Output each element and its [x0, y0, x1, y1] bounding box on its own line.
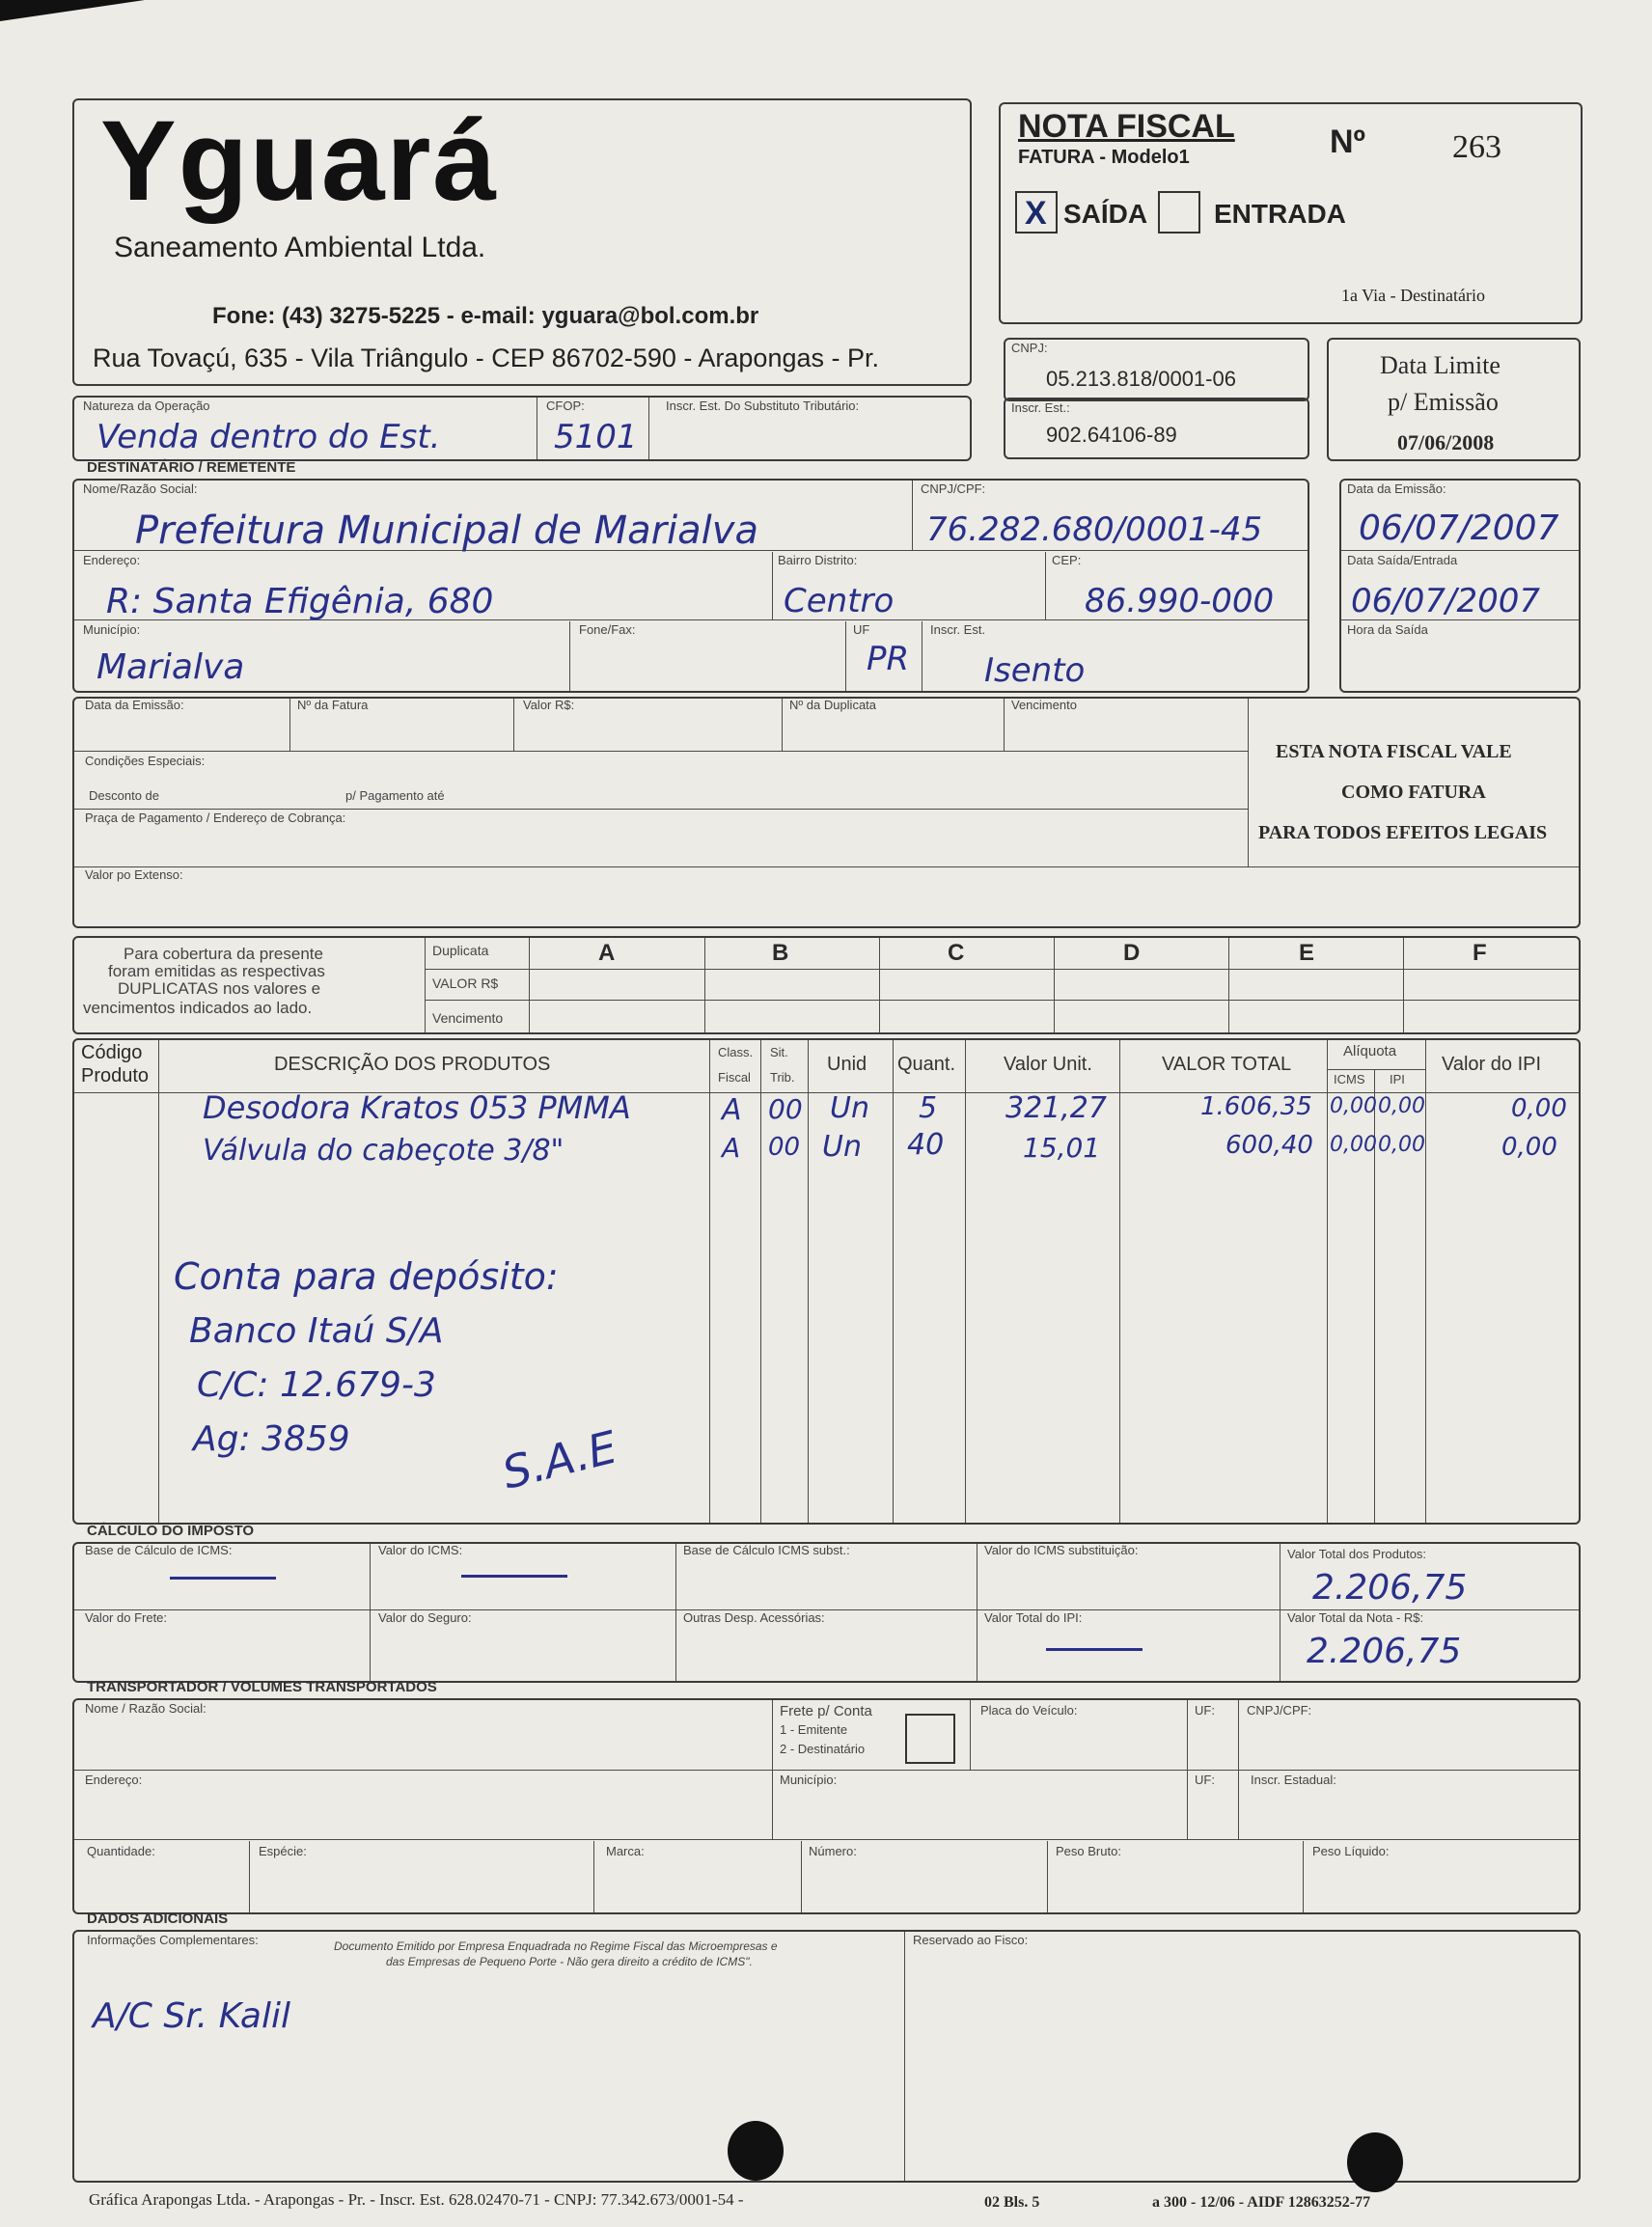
nf-number: 263 — [1452, 129, 1501, 165]
dest-insc-value: Isento — [984, 651, 1086, 690]
ad-info-text-1: Documento Emitido por Empresa Enquadrada no Regime Fiscal das Microempresas e — [334, 1939, 778, 1953]
dest-cnpj-value: 76.282.680/0001-45 — [926, 510, 1263, 549]
imp-seguro-label: Valor do Seguro: — [378, 1610, 472, 1625]
bank-note-line4: Ag: 3859 — [193, 1419, 350, 1459]
data-limite-value: 07/06/2008 — [1397, 430, 1495, 454]
imp-base-icms-label: Base de Cálculo de ICMS: — [85, 1543, 233, 1557]
destinatario-section: DESTINATÁRIO / REMETENTE — [87, 459, 296, 476]
footer-aidf: a 300 - 12/06 - AIDF 12863252-77 — [1152, 2194, 1371, 2211]
item-2-descricao: Válvula do cabeçote 3/8" — [203, 1134, 564, 1168]
col-codigo-1: Código — [81, 1042, 143, 1063]
dest-nome-label: Nome/Razão Social: — [83, 481, 198, 496]
bank-note-line2: Banco Itaú S/A — [189, 1311, 444, 1351]
dup-text-1: Para cobertura da presente — [124, 945, 323, 963]
fatura-notice-line3: PARA TODOS EFEITOS LEGAIS — [1258, 822, 1548, 843]
footer-blocks: 02 Bls. 5 — [984, 2194, 1040, 2211]
adicionais-section: DADOS ADICIONAIS — [87, 1911, 229, 1927]
dup-row-valor: VALOR R$ — [432, 976, 499, 991]
col-sit-1: Sit. — [770, 1045, 788, 1059]
corner-mark — [0, 0, 145, 21]
entrada-label: ENTRADA — [1214, 199, 1346, 229]
dup-row-duplicata: Duplicata — [432, 943, 489, 958]
punch-hole-right — [1347, 2132, 1403, 2192]
fatura-notice-line1: ESTA NOTA FISCAL VALE — [1276, 741, 1512, 762]
fat-data-emissao-label: Data da Emissão: — [85, 698, 184, 712]
item-1-icms: 0,00 — [1330, 1094, 1377, 1118]
company-subtitle: Saneamento Ambiental Ltda. — [114, 232, 486, 263]
dest-data-saida-value: 06/07/2007 — [1351, 582, 1540, 620]
imp-total-produtos-value: 2.206,75 — [1312, 1568, 1468, 1608]
tr-endereco-label: Endereço: — [85, 1773, 143, 1787]
dash-mark-2 — [461, 1575, 567, 1578]
item-2-quant: 40 — [907, 1128, 945, 1162]
item-2-class: A — [722, 1132, 741, 1164]
col-unid: Unid — [827, 1054, 867, 1075]
dup-col-a: A — [598, 940, 616, 966]
dup-text-3: DUPLICATAS nos valores e — [118, 979, 321, 998]
col-aliquota: Alíquota — [1343, 1043, 1397, 1059]
saida-check-mark: X — [1025, 195, 1047, 232]
bank-note-line1: Conta para depósito: — [174, 1255, 559, 1298]
item-1-valor-unit: 321,27 — [1005, 1091, 1107, 1125]
dash-mark-3 — [1046, 1648, 1143, 1651]
dest-uf-value: PR — [867, 640, 910, 678]
dup-row-vencimento: Vencimento — [432, 1010, 504, 1026]
imp-total-produtos-label: Valor Total dos Produtos: — [1287, 1547, 1427, 1561]
tr-cnpj-label: CNPJ/CPF: — [1247, 1703, 1312, 1718]
nf-subtitle: FATURA - Modelo1 — [1018, 147, 1190, 168]
dest-insc-label: Inscr. Est. — [930, 622, 986, 637]
dest-cnpj-label: CNPJ/CPF: — [921, 481, 986, 496]
item-2-valor-ipi: 0,00 — [1501, 1133, 1557, 1162]
item-2-valor-unit: 15,01 — [1023, 1132, 1101, 1164]
insc-value: 902.64106-89 — [1046, 423, 1177, 447]
tr-marca-label: Marca: — [606, 1844, 645, 1858]
fat-extenso-label: Valor po Extenso: — [85, 867, 183, 882]
entrada-checkbox[interactable] — [1158, 191, 1200, 234]
imp-base-subst-label: Base de Cálculo ICMS subst.: — [683, 1543, 850, 1557]
item-2-icms: 0,00 — [1330, 1133, 1377, 1157]
imposto-section: CÁLCULO DO IMPOSTO — [87, 1523, 255, 1539]
tr-frete-opt1: 1 - Emitente — [780, 1722, 848, 1737]
data-limite-line2: p/ Emissão — [1388, 388, 1499, 416]
item-2-valor-total: 600,40 — [1225, 1131, 1313, 1160]
dest-endereco-label: Endereço: — [83, 553, 141, 567]
data-limite-line1: Data Limite — [1380, 351, 1501, 379]
tr-uf2-label: UF: — [1195, 1773, 1215, 1787]
dup-col-f: F — [1473, 940, 1487, 966]
col-valor-ipi: Valor do IPI — [1442, 1054, 1542, 1075]
tr-frete-opt2: 2 - Destinatário — [780, 1742, 866, 1756]
natureza-value: Venda dentro do Est. — [96, 418, 441, 456]
ad-info-text-2: das Empresas de Pequeno Porte - Não gera direito a crédito de ICMS". — [386, 1955, 753, 1968]
ad-info-label: Informações Complementares: — [87, 1933, 259, 1947]
col-descricao: DESCRIÇÃO DOS PRODUTOS — [274, 1054, 551, 1075]
item-2-unid: Un — [822, 1130, 862, 1164]
initials: S.A.E — [497, 1420, 622, 1499]
item-1-quant: 5 — [919, 1091, 938, 1125]
col-valor-unit: Valor Unit. — [1004, 1054, 1092, 1075]
dest-uf-label: UF — [853, 622, 870, 637]
dest-endereco-value: R: Santa Efigênia, 680 — [106, 582, 494, 621]
tr-uf-label: UF: — [1195, 1703, 1215, 1718]
item-1-valor-total: 1.606,35 — [1200, 1092, 1312, 1121]
tr-placa-label: Placa do Veículo: — [980, 1703, 1078, 1718]
imp-total-nota-label: Valor Total da Nota - R$: — [1287, 1610, 1424, 1625]
fat-pagamento-label: p/ Pagamento até — [345, 788, 445, 803]
fat-num-fatura-label: Nº da Fatura — [297, 698, 369, 712]
tr-peso-liquido-label: Peso Líquido: — [1312, 1844, 1390, 1858]
dest-bairro-value: Centro — [784, 582, 895, 620]
footer-printer: Gráfica Arapongas Ltda. - Arapongas - Pr. - Inscr. Est. 628.02470-71 - CNPJ: 77.342.673/0001-54 - — [89, 2190, 744, 2209]
natureza-label: Natureza da Operação — [83, 399, 210, 413]
punch-hole-left — [728, 2121, 784, 2181]
fat-valor-label: Valor R$: — [523, 698, 575, 712]
cfop-value: 5101 — [554, 418, 638, 456]
dest-data-emissao-value: 06/07/2007 — [1359, 509, 1559, 548]
tr-peso-bruto-label: Peso Bruto: — [1056, 1844, 1121, 1858]
imp-valor-subst-label: Valor do ICMS substituição: — [984, 1543, 1139, 1557]
col-class-2: Fiscal — [718, 1070, 751, 1085]
dest-data-saida-label: Data Saída/Entrada — [1347, 553, 1458, 567]
tr-numero-label: Número: — [809, 1844, 857, 1858]
ad-fisco-label: Reservado ao Fisco: — [913, 1933, 1029, 1947]
item-1-descricao: Desodora Kratos 053 PMMA — [203, 1089, 631, 1126]
cnpj-value: 05.213.818/0001-06 — [1046, 367, 1236, 391]
col-sit-2: Trib. — [770, 1070, 795, 1085]
item-1-ipi: 0,00 — [1378, 1094, 1425, 1118]
fat-condicoes-label: Condições Especiais: — [85, 754, 206, 768]
nf-number-label: Nº — [1330, 124, 1365, 160]
fat-praca-label: Praça de Pagamento / Endereço de Cobrança: — [85, 811, 346, 825]
fat-desconto-label: Desconto de — [89, 788, 159, 803]
company-address: Rua Tovaçú, 635 - Vila Triângulo - CEP 86702-590 - Arapongas - Pr. — [93, 344, 879, 372]
dup-text-2: foram emitidas as respectivas — [108, 962, 325, 980]
dest-hora-label: Hora da Saída — [1347, 622, 1428, 637]
subst-label: Inscr. Est. Do Substituto Tributário: — [666, 399, 860, 413]
col-icms: ICMS — [1334, 1072, 1365, 1086]
dash-mark-1 — [170, 1577, 276, 1580]
dest-fone-label: Fone/Fax: — [579, 622, 636, 637]
company-logo: Yguará — [100, 97, 499, 225]
cfop-label: CFOP: — [546, 399, 585, 413]
dest-municipio-value: Marialva — [96, 647, 245, 687]
frete-checkbox[interactable] — [905, 1714, 955, 1764]
col-quant: Quant. — [897, 1054, 956, 1075]
col-class-1: Class. — [718, 1045, 754, 1059]
item-1-valor-ipi: 0,00 — [1511, 1094, 1567, 1123]
company-contact: Fone: (43) 3275-5225 - e-mail: yguara@bol.com.br — [212, 303, 759, 329]
tr-frete-label: Frete p/ Conta — [780, 1703, 872, 1719]
dup-col-c: C — [948, 940, 965, 966]
item-2-sit: 00 — [768, 1133, 801, 1162]
dest-bairro-label: Bairro Distrito: — [778, 553, 858, 567]
nf-title: NOTA FISCAL — [1018, 108, 1235, 145]
dup-col-d: D — [1123, 940, 1141, 966]
transportador-section: TRANSPORTADOR / VOLUMES TRANSPORTADOS — [87, 1679, 437, 1695]
dup-col-b: B — [772, 940, 789, 966]
dest-nome-value: Prefeitura Municipal de Marialva — [135, 509, 758, 553]
dest-cep-value: 86.990-000 — [1085, 582, 1275, 620]
dup-text-4: vencimentos indicados ao lado. — [83, 999, 313, 1017]
dest-data-emissao-label: Data da Emissão: — [1347, 481, 1446, 496]
tr-municipio-label: Município: — [780, 1773, 838, 1787]
item-1-sit: 00 — [768, 1093, 803, 1125]
tr-especie-label: Espécie: — [259, 1844, 307, 1858]
fat-num-duplicata-label: Nº da Duplicata — [789, 698, 877, 712]
fatura-notice-line2: COMO FATURA — [1341, 782, 1486, 803]
item-1-class: A — [722, 1093, 742, 1127]
imp-total-ipi-label: Valor Total do IPI: — [984, 1610, 1083, 1625]
imp-total-nota-value: 2.206,75 — [1307, 1632, 1462, 1671]
item-1-unid: Un — [830, 1091, 869, 1125]
fat-vencimento-label: Vencimento — [1011, 698, 1077, 712]
col-codigo-2: Produto — [81, 1065, 150, 1086]
item-2-ipi: 0,00 — [1378, 1133, 1425, 1157]
tr-quantidade-label: Quantidade: — [87, 1844, 155, 1858]
saida-checkbox[interactable] — [1015, 191, 1058, 234]
insc-label: Inscr. Est.: — [1011, 400, 1070, 415]
col-ipi: IPI — [1390, 1072, 1405, 1086]
col-valor-total: VALOR TOTAL — [1162, 1054, 1292, 1075]
dest-municipio-label: Município: — [83, 622, 141, 637]
dup-col-e: E — [1299, 940, 1315, 966]
cnpj-label: CNPJ: — [1011, 341, 1048, 355]
ad-handwritten: A/C Sr. Kalil — [93, 1996, 290, 2036]
tr-nome-label: Nome / Razão Social: — [85, 1701, 206, 1716]
tr-insc-label: Inscr. Estadual: — [1251, 1773, 1336, 1787]
imp-valor-icms-label: Valor do ICMS: — [378, 1543, 463, 1557]
dest-cep-label: CEP: — [1052, 553, 1082, 567]
saida-label: SAÍDA — [1063, 199, 1148, 229]
imp-frete-label: Valor do Frete: — [85, 1610, 168, 1625]
bank-note-line3: C/C: 12.679-3 — [197, 1365, 436, 1405]
via-text: 1a Via - Destinatário — [1341, 286, 1486, 305]
imp-outras-label: Outras Desp. Acessórias: — [683, 1610, 825, 1625]
